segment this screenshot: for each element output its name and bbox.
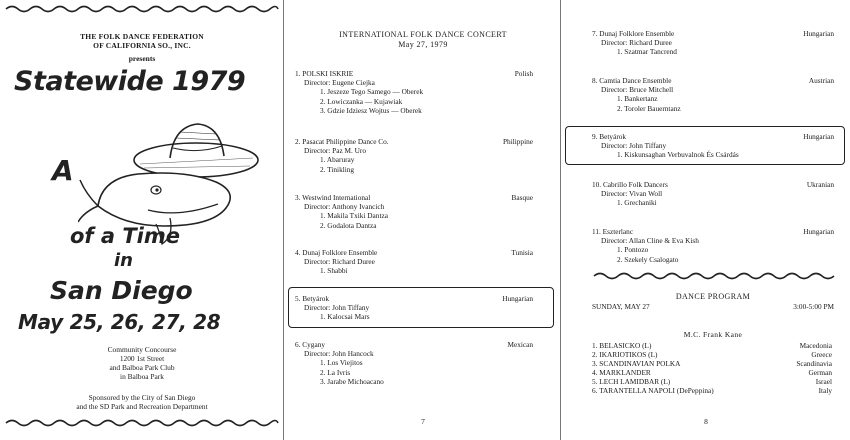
mc-name: M.C. Frank Kane [683,330,743,339]
program-item [592,377,832,386]
cover-letter-a: A [52,154,74,187]
dance-item: 2. Toroler Bauerntanz [617,103,681,113]
cover-page [0,0,284,440]
group-name: 2. Pasacat Philippine Dance Co. [295,137,389,146]
program-item [592,386,832,395]
group-name: 10. Cabrillo Folk Dancers [592,180,668,189]
group-country: Tunisia [511,248,533,257]
group-name: 5. Betyárok [295,294,330,303]
group-director: Director: Richard Duree [304,257,375,267]
federation-name-line1: THE FOLK DANCE FEDERATION [80,32,204,41]
page-number: 7 [421,417,425,426]
cover-dates: May 25, 26, 27, 28 [18,310,221,334]
program-time: 3:00-5:00 PM [793,302,834,311]
group-name: 8. Camtia Dance Ensemble [592,76,672,85]
scroll-divider [592,271,836,281]
concert-entry-10 [592,180,834,208]
dance-item: 2. La Ivris [320,367,351,377]
sponsor-line2: and the SD Park and Recreation Department [76,402,208,411]
concert-entry-1 [295,69,533,115]
venue-line4: in Balboa Park [120,372,164,381]
group-country: Mexican [507,340,533,349]
concert-entry-4 [295,248,533,276]
dance-item: 1. Makila Txiki Dantza [320,211,388,221]
group-name: 7. Dunaj Folklore Ensemble [592,29,675,38]
group-director: Director: Paz M. Uro [304,146,367,156]
concert-entry-2 [295,137,533,174]
dance-item: 1. Kalocsai Mars [320,312,370,322]
cover-san-diego: San Diego [50,276,193,305]
dance-program-title: DANCE PROGRAM [675,292,751,301]
group-director: Director: Anthony Ivancich [304,202,385,212]
program-item-name: 1. BELASICKO (L) [592,341,652,350]
dance-item: 1. Abaruray [320,155,355,165]
dance-item: 1. Szatmar Tancrend [617,47,677,57]
program-schedule [592,302,834,311]
concert-date: May 27, 1979 [398,40,448,49]
dance-item: 1. Kiskunsaghan Verbuvalnok És Csárdás [617,150,739,160]
concert-entry-9 [592,132,834,160]
program-item [592,368,832,377]
program-item-name: 3. SCANDINAVIAN POLKA [592,359,681,368]
venue-line3: and Balboa Park Club [109,363,175,372]
concert-entry-5 [295,294,533,322]
group-director: Director: Eugene Ciejka [304,78,375,88]
program-item-origin: Italy [818,386,832,395]
concert-entry-8 [592,76,834,113]
dance-item: 3. Jarabe Michoacano [320,376,384,386]
dance-item: 2. Tinikling [320,164,355,174]
group-country: Polish [514,69,533,78]
dance-item: 1. Shabbi [320,266,348,276]
group-country: Ukranian [806,180,834,189]
dance-item: 1. Pontozo [617,245,649,255]
group-name: 6. Cygany [295,340,325,349]
scroll-border-top [4,4,280,14]
concert-entry-7 [592,29,834,57]
concert-page-8 [562,0,850,440]
group-director: Director: Allan Cline & Eva Kish [601,236,699,246]
concert-page-7 [285,0,561,440]
group-name: 4. Dunaj Folklore Ensemble [295,248,378,257]
group-name: 9. Betyárok [592,132,627,141]
group-country: Austrian [808,76,834,85]
group-director: Director: Richard Duree [601,38,672,48]
group-director: Director: John Tiffany [601,141,667,151]
program-item-name: 2. IKARIOTIKOS (L) [592,350,658,359]
dance-item: 2. Godalota Dantza [320,220,377,230]
program-item-origin: Scandinavia [796,359,832,368]
dance-item: 3. Gdzie Idziesz Wojtus — Oberek [320,105,422,115]
concert-entry-6 [295,340,533,386]
dance-item: 1. Los Viejitos [320,358,363,368]
group-name: 3. Westwind International [295,193,371,202]
concert-title: INTERNATIONAL FOLK DANCE CONCERT [339,30,507,39]
page-number: 8 [704,417,708,426]
program-item [592,341,832,350]
program-item-origin: German [808,368,832,377]
program-day: SUNDAY, MAY 27 [592,302,650,311]
group-director: Director: Bruce Mitchell [601,85,674,95]
venue-line2: 1200 1st Street [119,354,165,363]
scroll-border-bottom [4,418,280,428]
cover-title: Statewide 1979 [14,66,246,97]
group-name: 1. POLSKI ISKRIE [295,69,354,78]
group-name: 11. Eszterlanc [592,227,634,236]
group-country: Philippine [503,137,533,146]
program-item-name: 6. TARANTELLA NAPOLI (DePeppina) [592,386,714,395]
program-item-origin: Macedonia [799,341,832,350]
dance-item: 1. Grechaniki [617,198,657,208]
sponsor-line1: Sponsored by the City of San Diego [88,393,196,402]
group-director: Director: Vivan Woll [601,189,663,199]
group-country: Hungarian [803,132,834,141]
group-country: Hungarian [502,294,533,303]
group-director: Director: John Hancock [304,349,374,359]
cover-of-a-time: of a Time [70,224,181,248]
dance-item: 1. Bankertanz [617,94,658,104]
program-item-origin: Israel [815,377,832,386]
cover-in: in [114,250,133,271]
dance-item: 2. Szekely Csalogato [617,254,679,264]
federation-name-line2: OF CALIFORNIA SO., INC. [93,41,191,50]
program-item-origin: Greece [811,350,832,359]
concert-entry-11 [592,227,834,264]
program-item-name: 5. LECH LAMIDBAR (L) [592,377,671,386]
group-country: Hungarian [803,29,834,38]
program-item-name: 4. MARKLANDER [592,368,651,377]
dance-item: 1. Jeszeze Tego Samego — Oberek [320,87,424,97]
presents-label: presents [128,54,156,63]
program-item [592,350,832,359]
group-country: Hungarian [803,227,834,236]
program-item [592,359,832,368]
group-director: Director: John Tiffany [304,303,370,313]
venue-line1: Community Concourse [107,345,177,354]
concert-entry-3 [295,193,533,230]
dance-item: 2. Lowiczanka — Kujawiak [320,96,403,106]
group-country: Basque [511,193,533,202]
